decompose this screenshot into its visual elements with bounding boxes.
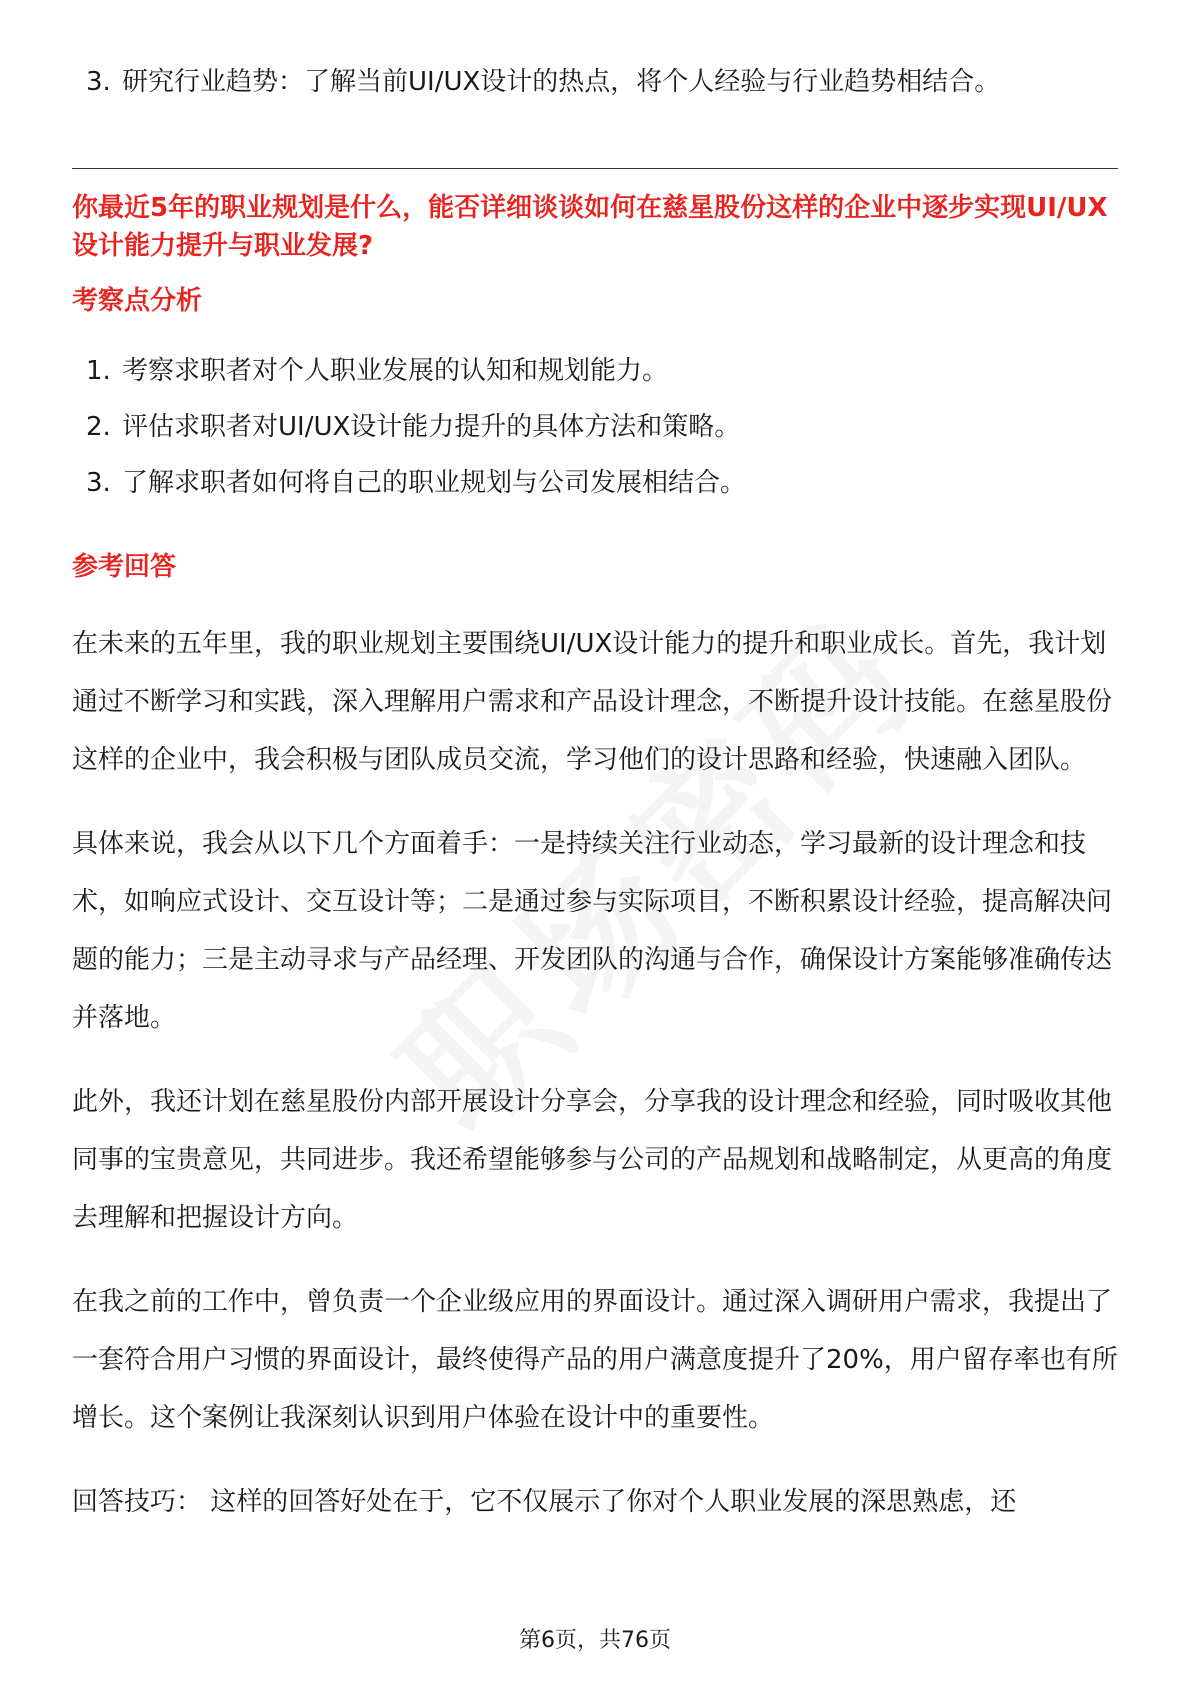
list-item-text: 了解求职者如何将自己的职业规划与公司发展相结合。 (122, 468, 747, 498)
page-content (72, 62, 1118, 1531)
answer-title: 参考回答 (72, 552, 177, 582)
list-item-text: 研究行业趋势：了解当前UI/UX设计的热点，将个人经验与行业趋势相结合。 (122, 67, 1001, 97)
list-item-number: 1. (86, 356, 111, 386)
list-item-text: 评估求职者对UI/UX设计能力提升的具体方法和策略。 (122, 412, 741, 442)
list-item (72, 463, 1118, 519)
list-item-number: 3. (86, 468, 111, 498)
answer-paragraph: 具体来说，我会从以下几个方面着手：一是持续关注行业动态，学习最新的设计理念和技术，如响应式设计、交互设计等；二是通过参与实际项目，不断积累设计经验，提高解决问题的能力；三是主动寻求与产品经理、开发团队的沟通与合作，确保设计方案能够准确传达并落地。 (72, 829, 1113, 1033)
list-item (72, 62, 1118, 102)
list-item-text: 考察求职者对个人职业发展的认知和规划能力。 (122, 356, 669, 386)
list-item-number: 3. (86, 67, 111, 97)
previous-list (72, 62, 1118, 102)
answer-paragraph: 在未来的五年里，我的职业规划主要围绕UI/UX设计能力的提升和职业成长。首先，我计划通过不断学习和实践，深入理解用户需求和产品设计理念，不断提升设计技能。在慈星股份这样的企业中，我会积极与团队成员交流，学习他们的设计思路和经验，快速融入团队。 (72, 629, 1113, 775)
interview-question: 你最近5年的职业规划是什么，能否详细谈谈如何在慈星股份这样的企业中逐步实现UI/UX设计能力提升与职业发展? (72, 193, 1108, 261)
list-item-number: 2. (86, 412, 111, 442)
answer-tips: 回答技巧： 这样的回答好处在于，它不仅展示了你对个人职业发展的深思熟虑，还 (72, 1487, 1017, 1517)
section-divider (72, 168, 1118, 169)
analysis-list (72, 351, 1118, 519)
list-item (72, 407, 1118, 463)
list-item (72, 351, 1118, 407)
page-number: 第6页，共76页 (519, 1628, 671, 1653)
analysis-title: 考察点分析 (72, 286, 203, 316)
answer-paragraph: 在我之前的工作中，曾负责一个企业级应用的界面设计。通过深入调研用户需求，我提出了一套符合用户习惯的界面设计，最终使得产品的用户满意度提升了20%，用户留存率也有所增长。这个案例让我深刻认识到用户体验在设计中的重要性。 (72, 1287, 1118, 1433)
answer-paragraph: 此外，我还计划在慈星股份内部开展设计分享会，分享我的设计理念和经验，同时吸收其他同事的宝贵意见，共同进步。我还希望能够参与公司的产品规划和战略制定，从更高的角度去理解和把握设计方向。 (72, 1087, 1113, 1233)
